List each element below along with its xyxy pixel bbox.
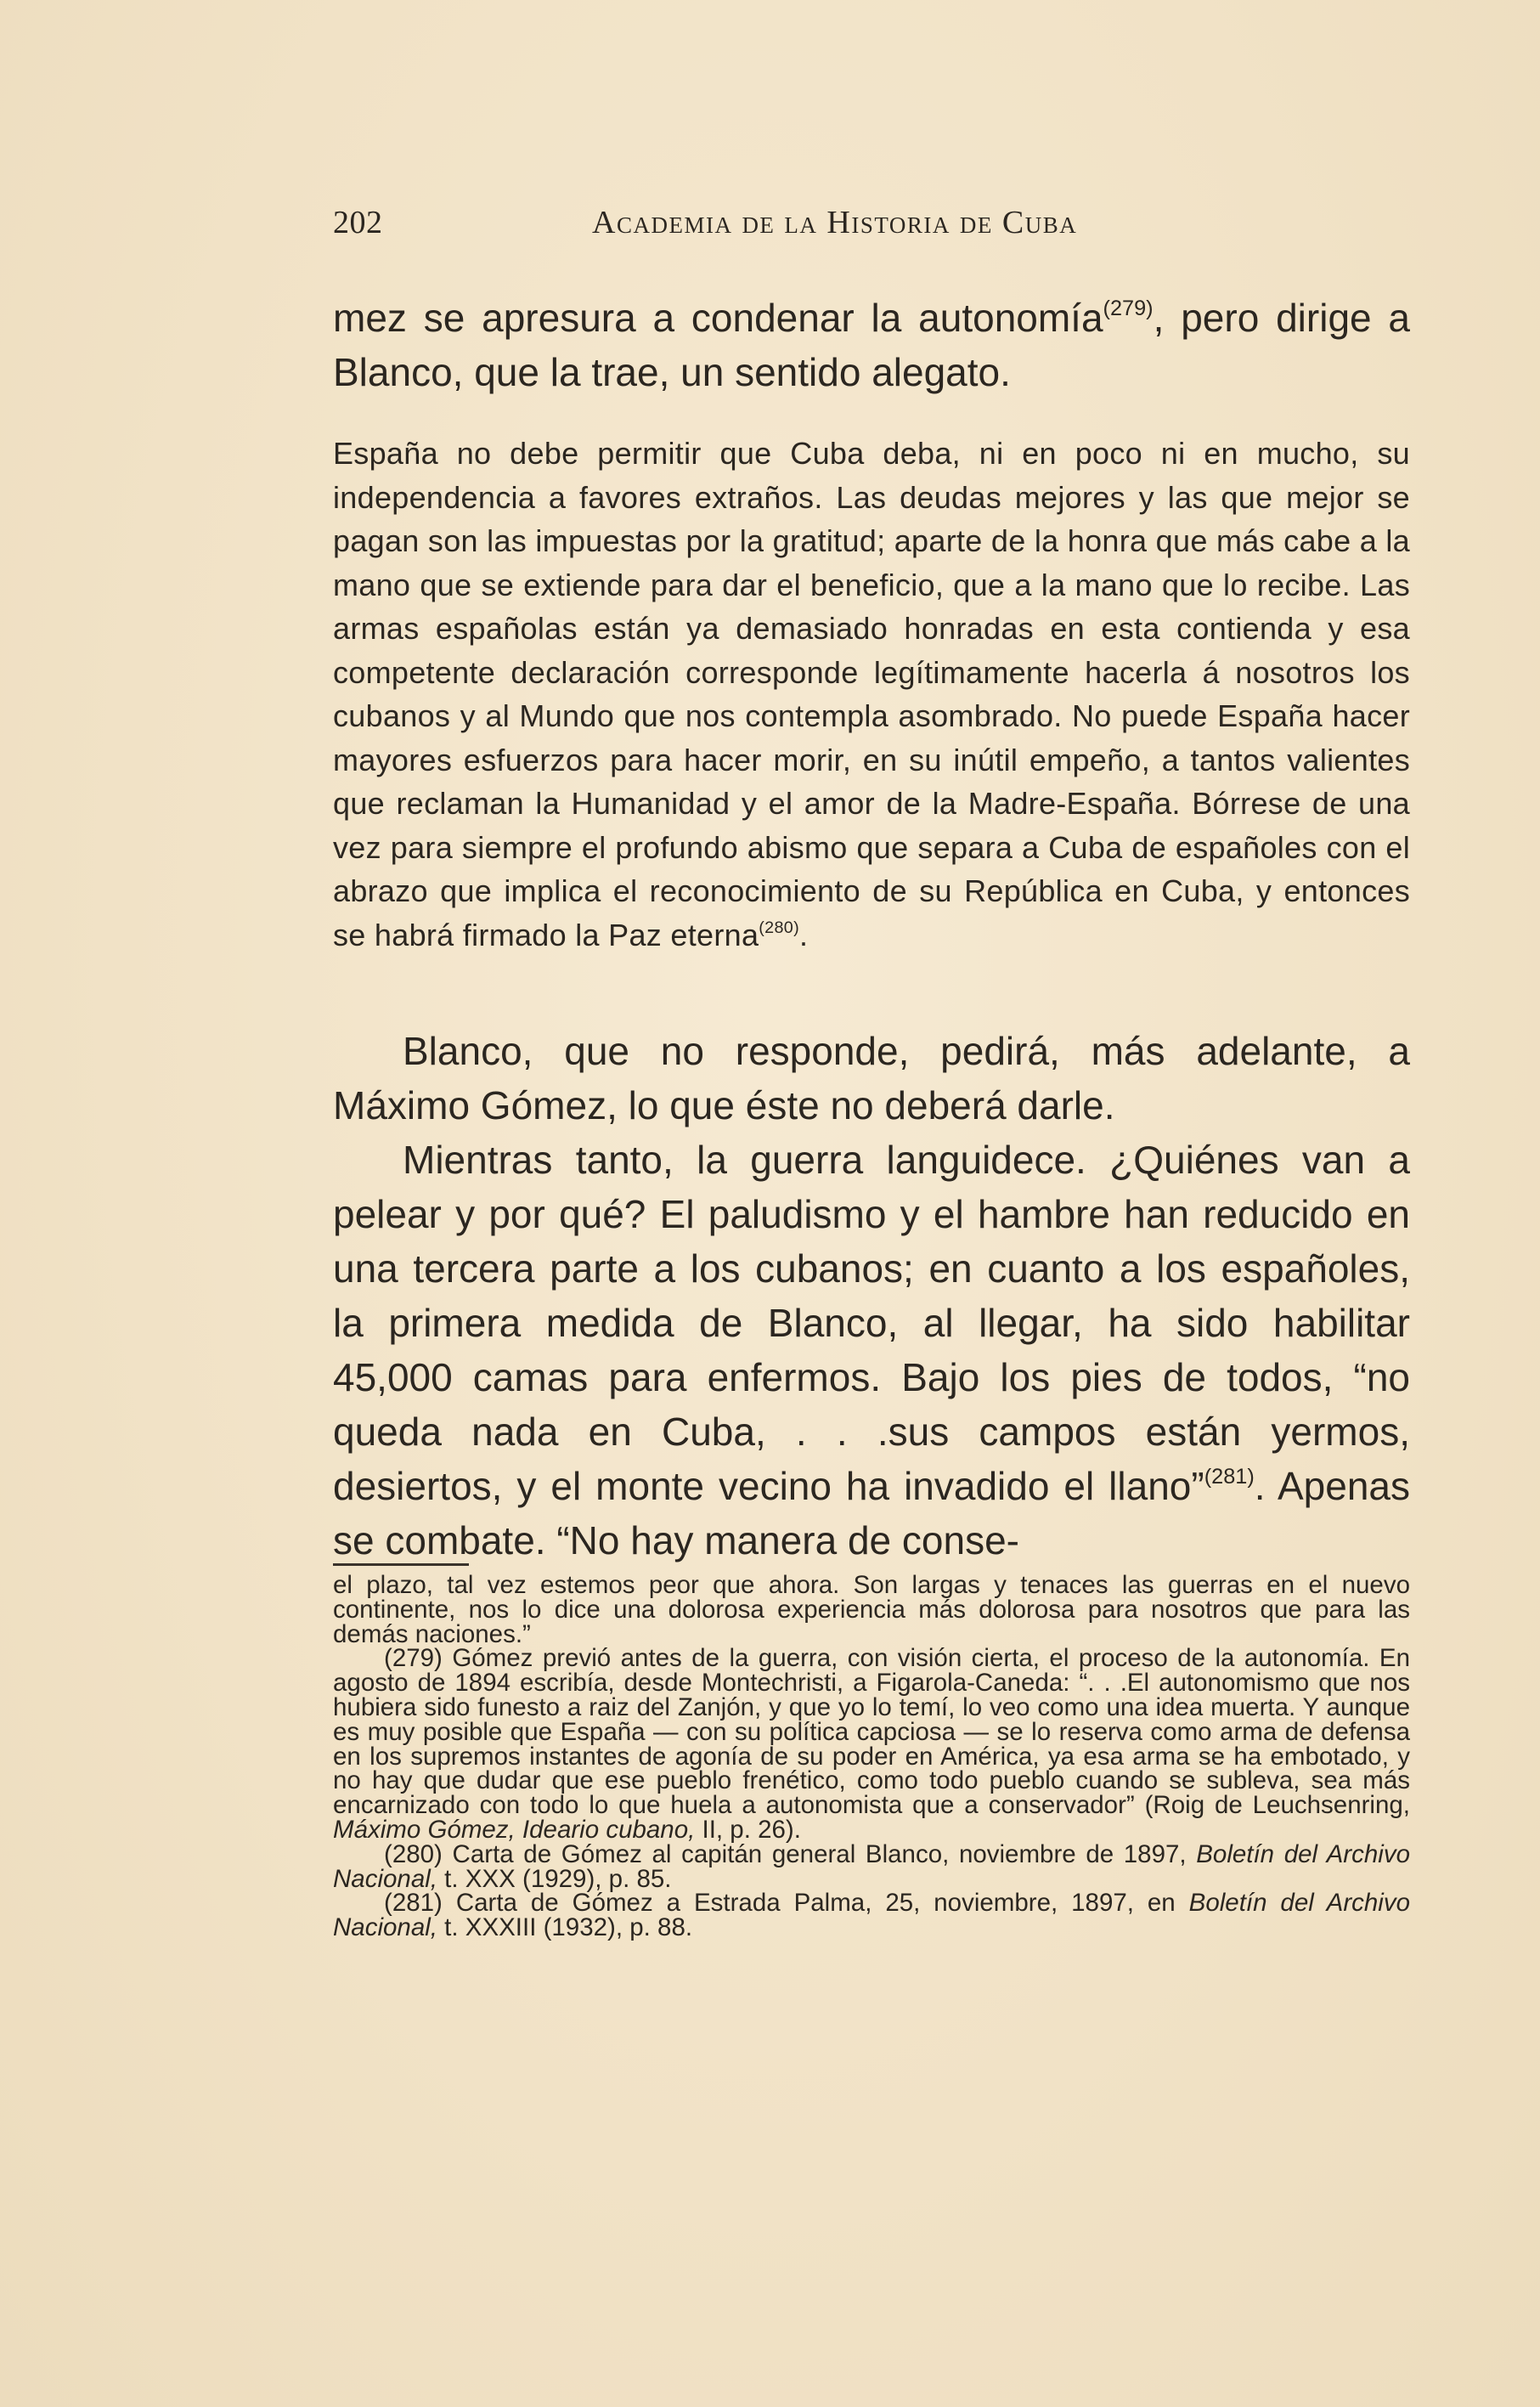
- footnote-source-title: Máximo Gómez, Ideario cubano,: [333, 1815, 696, 1844]
- page-number: 202: [333, 205, 383, 240]
- opening-text: mez se apresura a condenar la autonomía: [333, 296, 1103, 340]
- footnote-text: Gómez previó antes de la guerra, con visión cierta, el proceso de la autonomía. En agosto de 1894 escribía, desde Montechristi, a Figarola-Caneda: “. . .El autonomismo que nos hubiera sido funesto a raiz del Zanjón, y que yo lo temí, lo veo como una idea muerta. Y aunque es muy posible que España — con su política capciosa — se lo reserva como arma de defensa en los supremos instantes de agonía de su poder en América, ya esa arma se ha embotado, y no hay que dudar que ese pueblo frenético, como todo pueblo cuando se subleva, sea más encarnizado con todo lo que huela a autonomista que a conservador” (Roig de Leuchsenring,: [333, 1644, 1410, 1820]
- footnote-text: Carta de Gómez al capitán general Blanco, noviembre de 1897,: [452, 1839, 1197, 1868]
- footnote-tail: t. XXX (1929), p. 85.: [437, 1864, 672, 1893]
- footnote-text: Carta de Gómez a Estrada Palma, 25, noviembre, 1897, en: [455, 1889, 1189, 1918]
- block-quote: [333, 432, 1410, 957]
- footnote-continuation: el plazo, tal vez estemos peor que ahora. Son largas y tenaces las guerras en el nuevo continente, nos lo dice una dolorosa experiencia más dolorosa para nosotros que para las demás naciones.”: [333, 1571, 1410, 1648]
- footnote-281: [333, 1891, 1410, 1941]
- quote-end: .: [798, 917, 809, 952]
- footnote-separator: [333, 1563, 469, 1566]
- paragraph-guerra: [333, 1133, 1410, 1568]
- paragraph-guerra-tail: . Apenas se combate. “No hay manera de conse-: [333, 1464, 1410, 1562]
- footnote-ref-279: (279): [1103, 297, 1154, 321]
- footnote-source-title: Boletín del Archivo Nacional,: [333, 1839, 1410, 1893]
- footnote-ref-281: (281): [1204, 1465, 1255, 1489]
- footnote-number: (281): [384, 1889, 443, 1918]
- footnotes: [333, 1571, 1411, 1942]
- footnote-number: (280): [384, 1839, 443, 1868]
- opening-paragraph: [333, 291, 1410, 399]
- footnote-ref-280: (280): [759, 918, 799, 937]
- main-text: [333, 1024, 1410, 1568]
- paragraph-guerra-text: Mientras tanto, la guerra languidece. ¿Quiénes van a pelear y por qué? El paludismo y el hambre han reducido en una tercera parte a los cubanos; en cuanto a los españoles, la primera medida de Blanco, al llegar, ha sido habilitar 45,000 camas para enfermos. Bajo los pies de todos, “no queda nada en Cuba, . . .sus campos están yermos, desiertos, y el monte vecino ha invadido el llano”: [333, 1138, 1410, 1508]
- footnote-tail: II, p. 26).: [695, 1815, 801, 1844]
- running-head: [333, 204, 1410, 246]
- footnote-tail: t. XXXIII (1932), p. 88.: [437, 1913, 693, 1942]
- running-title: Academia de la Historia de Cuba: [592, 205, 1078, 240]
- footnote-source-title: Boletín del Archivo Nacional,: [333, 1889, 1411, 1942]
- footnote-number: (279): [384, 1644, 443, 1673]
- quote-text: España no debe permitir que Cuba deba, ni en poco ni en mucho, su independencia a favores extraños. Las deudas mejores y las que mejor se pagan son las impuestas por la gratitud; aparte de la honra que más cabe a la mano que se extiende para dar el beneficio, que a la mano que lo recibe. Las armas españolas están ya demasiado honradas en esta contienda y esa competente declaración corresponde legítimamente hacerla á nosotros los cubanos y al Mundo que nos contempla asombrado. No puede España hacer mayores esfuerzos para hacer morir, en su inútil empeño, a tantos valientes que reclaman la Humanidad y el amor de la Madre-España. Bórrese de una vez para siempre el profundo abismo que separa a Cuba de españoles con el abrazo que implica el reconocimiento de su República en Cuba, y entonces se habrá firmado la Paz eterna: [333, 436, 1410, 952]
- footnote-279: [333, 1644, 1410, 1844]
- footnote-280: [333, 1839, 1410, 1893]
- paragraph-blanco: Blanco, que no responde, pedirá, más adelante, a Máximo Gómez, lo que éste no deberá darle.: [333, 1029, 1410, 1127]
- opening-text-tail: , pero dirige a Blanco, que la trae, un sentido alegato.: [333, 296, 1411, 394]
